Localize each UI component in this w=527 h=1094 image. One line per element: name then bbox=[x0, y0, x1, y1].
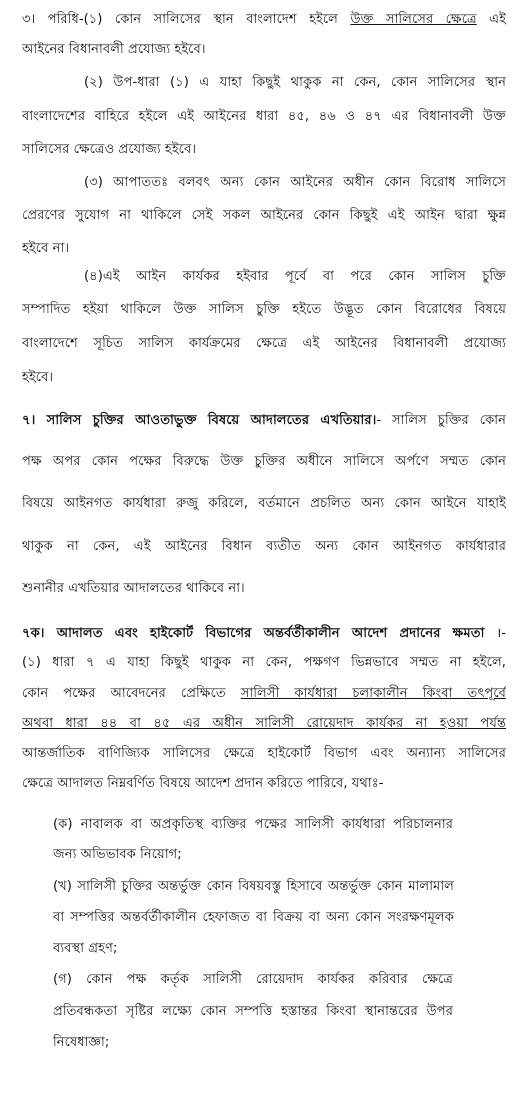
section7-line3: বিষয়ে আইনগত কার্যধারা রুজু করিলে, বর্তমানে প্রচলিত অন্য কোন আইনে যাহাই bbox=[22, 496, 506, 511]
section3-para4-line3: বাংলাদেশে সূচিত সালিস কার্যক্রমের ক্ষেত্রে এই আইনের বিধানাবলী প্রযোজ্য bbox=[22, 336, 506, 351]
section3-para1-line1 bbox=[22, 10, 506, 30]
section7-line5: শুনানীর এখতিয়ার আদালতের থাকিবে না। bbox=[22, 581, 245, 596]
section7-line4: থাকুক না কেন, এই আইনের বিধান ব্যতীত অন্য কোন আইনগত কার্যধারার bbox=[22, 539, 506, 554]
clause-ka-line1: (ক) নাবালক বা অপ্রকৃতিস্থ ব্যক্তির পক্ষের সালিসী কার্যধারা পরিচালনার bbox=[53, 817, 453, 832]
section7ka-line4 bbox=[22, 714, 506, 734]
section3-para1-line2: আইনের বিধানাবলী প্রযোজ্য হইবে। bbox=[22, 42, 206, 57]
clause-ga-line3: নিষেধাজ্ঞা; bbox=[53, 1035, 110, 1050]
section3-para2-line1: (২) উপ-ধারা (১) এ যাহা কিছুই থাকুক না কেন, কোন সালিসের স্থান bbox=[84, 75, 506, 90]
clause-kha-line2: বা সম্পত্তির অন্তর্বর্তীকালীন হেফাজত বা বিক্রয় বা অন্য কোন সংরক্ষণমূলক bbox=[53, 910, 454, 925]
clause-ka-line2: জন্য অভিভাবক নিয়োগ; bbox=[53, 847, 182, 862]
clause-ga-line2: প্রতিবন্ধকতা সৃষ্টির লক্ষ্যে কোন সম্পত্তি হস্তান্তর কিংবা স্থানান্তরের উপর bbox=[53, 1004, 453, 1019]
section7ka-line6: ক্ষেত্রে আদালত নিম্নবর্ণিত বিষয়ে আদেশ প্রদান করিতে পারিবে, যথাঃ- bbox=[22, 776, 384, 791]
section7ka-line5: আন্তর্জাতিক বাণিজ্যিক সালিসের ক্ষেত্রে হাইকোর্ট বিভাগ এবং অন্যান্য সালিসের bbox=[22, 746, 506, 761]
text: কোন পক্ষের আবেদনের প্রেক্ষিতে bbox=[22, 686, 241, 701]
underlined-text: সালিসী কার্যধারা চলাকালীন কিংবা তৎপূর্বে bbox=[240, 686, 506, 701]
section3-para4-line4: হইবে। bbox=[22, 370, 54, 385]
section7-line1 bbox=[22, 411, 506, 431]
section7-heading: ৭। সালিস চুক্তির আওতাভুক্ত বিষয়ে আদালতের এখতিয়ার। bbox=[22, 413, 377, 428]
text: ।- bbox=[484, 626, 506, 641]
clause-kha-line3: ব্যবস্থা গ্রহণ; bbox=[53, 941, 118, 956]
section3-para2-line3: সালিসের ক্ষেত্রেও প্রযোজ্য হইবে। bbox=[22, 142, 197, 157]
clause-ga-line1: (গ) কোন পক্ষ কর্তৃক সালিসী রোয়েদাদ কার্যকর করিবার ক্ষেত্রে bbox=[53, 972, 453, 987]
text: - সালিস চুক্তির কোন bbox=[376, 413, 506, 428]
text: এই bbox=[476, 12, 506, 27]
section3-para4-line1: (৪)এই আইন কার্যকর হইবার পূর্বে বা পরে কোন সালিস চুক্তি bbox=[84, 269, 506, 284]
section3-para3-line3: হইবে না। bbox=[22, 241, 70, 256]
underlined-text: অথবা ধারা ৪৪ বা ৪৫ এর অধীন সালিসী রোয়েদাদ কার্যকর না হওয়া পর্যন্ত bbox=[22, 716, 506, 731]
section7ka-heading: ৭ক। আদালত এবং হাইকোর্ট বিভাগের অন্তর্বর্তীকালীন আদেশ প্রদানের ক্ষমতা bbox=[22, 626, 485, 641]
text: ৩। পরিধি-(১) কোন সালিসের স্থান বাংলাদেশ হইলে bbox=[22, 12, 351, 27]
section7ka-line1 bbox=[22, 624, 506, 644]
section7ka-line2: (১) ধারা ৭ এ যাহা কিছুই থাকুক না কেন, পক্ষগণ ভিন্নভাবে সম্মত না হইলে, bbox=[22, 655, 506, 670]
section7-line2: পক্ষ অপর কোন পক্ষের বিরুদ্ধে উক্ত চুক্তির অধীনে সালিসে অর্পণে সম্মত কোন bbox=[22, 454, 506, 469]
section7ka-line3 bbox=[22, 684, 506, 704]
clause-kha-line1: (খ) সালিসী চুক্তির অন্তর্ভুক্ত কোন বিষয়বস্তু হিসাবে অন্তর্ভুক্ত কোন মালামাল bbox=[53, 879, 454, 894]
underlined-text: উক্ত সালিসের ক্ষেত্রে bbox=[350, 12, 477, 27]
section3-para2-line2: বাংলাদেশের বাহিরে হইলে এই আইনের ধারা ৪৫, ৪৬ ও ৪৭ এর বিধানাবলী উক্ত bbox=[22, 109, 506, 124]
section3-para3-line2: প্রেরণের সুযোগ না থাকিলে সেই সকল আইনের কোন কিছুই এই আইন দ্বারা ক্ষুন্ন bbox=[22, 208, 506, 223]
section3-para4-line2: সম্পাদিত হইয়া থাকিলে উক্ত সালিস চুক্তি হইতে উদ্ভূত কোন বিরোধের বিষয়ে bbox=[22, 302, 506, 317]
section3-para3-line1: (৩) আপাততঃ বলবৎ অন্য কোন আইনের অধীন কোন বিরোধ সালিসে bbox=[84, 175, 506, 190]
